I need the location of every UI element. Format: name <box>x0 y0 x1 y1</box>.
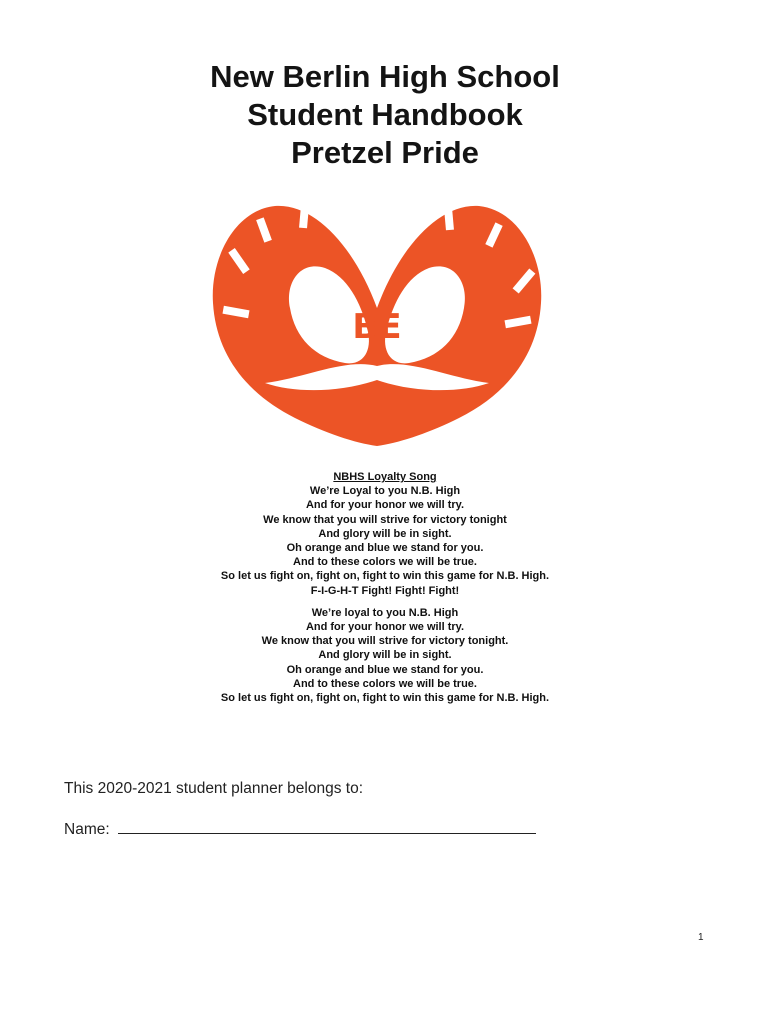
song-line: We’re loyal to you N.B. High <box>311 606 459 619</box>
name-field[interactable] <box>118 819 536 834</box>
song-line: And to these colors we will be true. <box>293 556 477 569</box>
song-line: So let us fight on, fight on, fight to win this game for N.B. High. <box>220 692 550 705</box>
song-line: And glory will be in sight. <box>318 527 452 540</box>
song-line: Oh orange and blue we stand for you. <box>286 663 484 676</box>
name-label: Name: <box>64 821 110 838</box>
loyalty-song <box>0 470 770 705</box>
pretzel-logo-icon <box>205 188 550 450</box>
song-line: And for your honor we will try. <box>305 621 465 634</box>
song-line: F-I-G-H-T Fight! Fight! Fight! <box>310 584 460 597</box>
name-row <box>64 819 536 839</box>
planner-owner-text: This 2020-2021 student planner belongs to: <box>64 780 364 797</box>
song-line: We know that you will strive for victory tonight <box>263 513 507 526</box>
logo-center-text: BE <box>352 307 402 347</box>
school-name: New Berlin High School <box>210 59 560 94</box>
song-line: Oh orange and blue we stand for you. <box>286 542 484 555</box>
song-line: So let us fight on, fight on, fight to win this game for N.B. High. <box>220 570 550 583</box>
song-line: And for your honor we will try. <box>305 499 465 512</box>
song-title: NBHS Loyalty Song <box>333 471 437 483</box>
handbook-subtitle: Pretzel Pride <box>291 135 479 170</box>
song-line: We know that you will strive for victory tonight. <box>261 635 509 648</box>
song-line: And to these colors we will be true. <box>293 677 477 690</box>
song-line: We’re Loyal to you N.B. High <box>309 485 461 498</box>
song-verse-1 <box>0 484 770 598</box>
song-line: And glory will be in sight. <box>318 649 452 662</box>
handbook-title: Student Handbook <box>247 97 523 132</box>
page-number: 1 <box>698 932 704 943</box>
title-block <box>0 58 770 172</box>
song-verse-2 <box>0 606 770 705</box>
